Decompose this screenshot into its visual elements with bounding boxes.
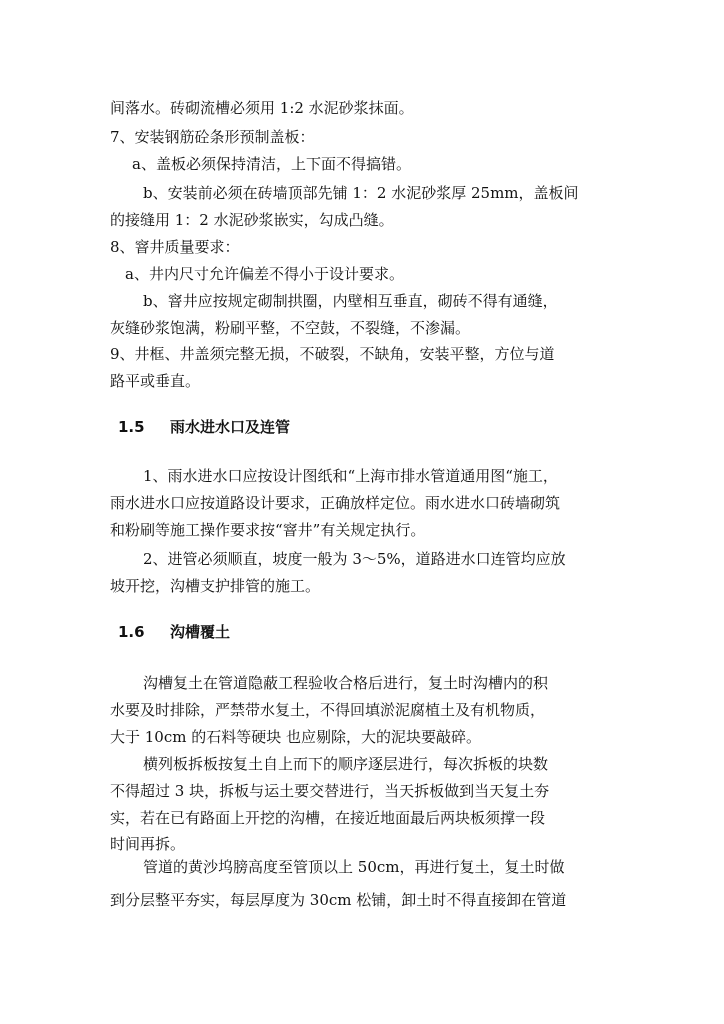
text-line: 坡开挖，沟槽支护排管的施工。 [110,577,321,595]
text-line: 水要及时排除，严禁带水复土，不得回填淤泥腐植土及有机物质， [110,701,546,719]
text-line: 9、井框、井盖须完整无损，不破裂，不缺角，安装平整，方位与道 [110,345,555,363]
text-line: 到分层整平夯实，每层厚度为 30cm 松铺，卸土时不得直接卸在管道 [110,891,567,909]
text-line: 雨水进水口应按道路设计要求，正确放样定位。雨水进水口砖墙砌筑 [110,494,561,512]
text-line: a、盖板必须保持清洁，上下面不得搞错。 [132,155,411,173]
text-line: 沟槽复土在管道隐蔽工程验收合格后进行，复土时沟槽内的积 [143,674,549,692]
text-line: 和粉刷等施工操作要求按“窨井”有关规定执行。 [110,521,426,539]
text-line: 实，若在已有路面上开挖的沟槽，在接近地面最后两块板须撑一段 [110,809,546,827]
text-line: b、安装前必须在砖墙顶部先铺 1：2 水泥砂浆厚 25mm，盖板间 [143,184,579,202]
text-line: 不得超过 3 块，拆板与运土要交替进行，当天拆板做到当天复土夯 [110,782,550,800]
text-line: 1、雨水进水口应按设计图纸和“上海市排水管道通用图“施工， [143,467,558,485]
section-number: 1.5 [118,418,145,436]
text-line: 横列板拆板按复土自上而下的顺序逐层进行，每次拆板的块数 [143,755,549,773]
text-line: 管道的黄沙坞膀高度至管顶以上 50cm，再进行复土，复土时做 [143,858,565,876]
text-line: b、窨井应按规定砌制拱圈，内壁相互垂直，砌砖不得有通缝， [143,292,558,310]
text-line: 间落水。砖砌流槽必须用 1:2 水泥砂浆抹面。 [110,99,414,117]
text-line: 8、窨井质量要求： [110,238,240,256]
section-heading-1-6 [118,622,230,642]
text-line: 时间再拆。 [110,835,186,853]
section-number: 1.6 [118,623,145,641]
section-title: 沟槽覆土 [170,623,231,641]
section-heading-1-5 [118,417,290,437]
text-line: 的接缝用 1：2 水泥砂浆嵌实，勾成凸缝。 [110,211,394,229]
text-line: 7、安装钢筋砼条形预制盖板： [110,128,315,146]
text-line: 灰缝砂浆饱满，粉刷平整，不空鼓，不裂缝，不渗漏。 [110,319,471,337]
section-title: 雨水进水口及连管 [170,418,291,436]
text-line: 路平或垂直。 [110,372,201,390]
text-line: 大于 10cm 的石料等硬块 也应剔除，大的泥块要敲碎。 [110,728,482,746]
text-line: 2、进管必须顺直，坡度一般为 3～5%，道路进水口连管均应放 [143,550,566,568]
text-line: a、井内尺寸允许偏差不得小于设计要求。 [125,265,404,283]
